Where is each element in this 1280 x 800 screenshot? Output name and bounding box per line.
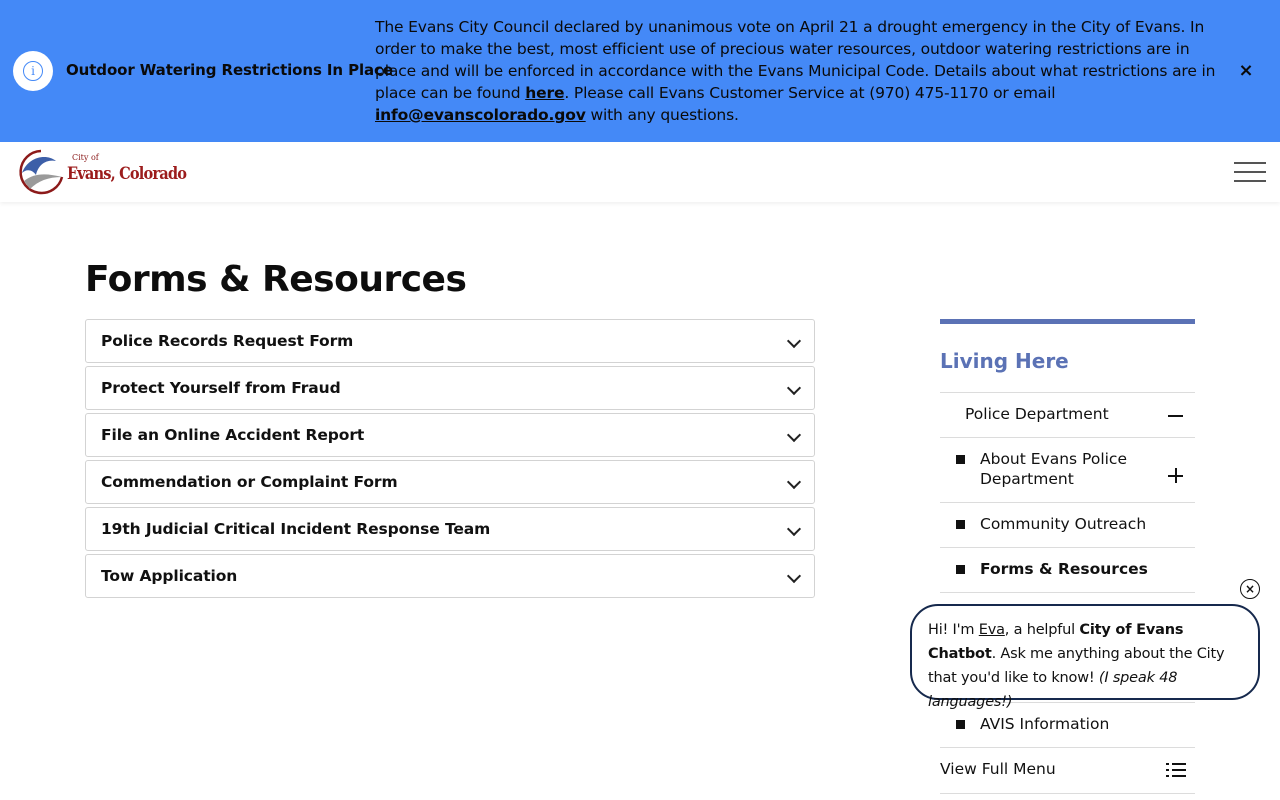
bullet-icon (956, 720, 965, 729)
close-chatbot-button[interactable]: × (1240, 579, 1260, 599)
list-icon (1166, 762, 1186, 778)
accordion-item-commendation[interactable] (85, 460, 815, 504)
alert-message (375, 16, 1225, 126)
sidebar-item-label: Police Department (965, 405, 1109, 423)
sidebar-item-community-outreach[interactable] (940, 503, 1195, 548)
chatbot-title: City of Evans Chatbot (928, 622, 1184, 662)
bullet-icon (956, 565, 965, 574)
chatbot-languages: (I speak 48 languages!) (928, 670, 1178, 710)
section-sidebar (940, 319, 1195, 794)
restrictions-link[interactable]: here (525, 84, 565, 102)
close-alert-button[interactable]: × (1238, 60, 1254, 81)
accordion-label: Commendation or Complaint Form (101, 473, 398, 491)
hamburger-icon[interactable] (1234, 162, 1266, 184)
chatbot-greeting-bubble[interactable] (910, 604, 1260, 710)
accordion-item-tow-application[interactable] (85, 554, 815, 598)
info-icon: i (13, 51, 53, 91)
bullet-icon (956, 455, 965, 464)
chevron-down-icon (787, 522, 801, 536)
page-title: Forms & Resources (85, 259, 467, 300)
sidebar-item-about-police[interactable] (940, 438, 1195, 503)
alert-text: . Please call Evans Customer Service at (970) 475-1170 or email (564, 84, 1056, 102)
alert-title: Outdoor Watering Restrictions In Place (66, 61, 393, 79)
accordion-item-records-request[interactable] (85, 319, 815, 363)
alert-banner (0, 0, 1280, 142)
sidebar-heading[interactable]: Living Here (940, 324, 1195, 393)
view-full-menu-label: View Full Menu (940, 760, 1056, 778)
accordion-item-fraud[interactable] (85, 366, 815, 410)
accordion-item-critical-incident[interactable] (85, 507, 815, 551)
chatbot-text: . Ask me anything about the City that you'd like to know! (928, 646, 1225, 686)
bullet-icon (956, 520, 965, 529)
chevron-down-icon (787, 569, 801, 583)
email-link[interactable]: info@evanscolorado.gov (375, 106, 586, 124)
accordion-label: File an Online Accident Report (101, 426, 365, 444)
site-header (0, 142, 1280, 202)
sidebar-item-label: About Evans Police Department (980, 450, 1127, 488)
accordion-label: 19th Judicial Critical Incident Response Team (101, 520, 491, 538)
chatbot-name: Eva (978, 622, 1005, 638)
forms-accordion (85, 319, 815, 601)
accordion-label: Tow Application (101, 567, 238, 585)
alert-text: with any questions. (585, 106, 739, 124)
sidebar-item-forms-resources[interactable] (940, 548, 1195, 593)
accordion-label: Police Records Request Form (101, 332, 354, 350)
logo-subtitle: City of (72, 153, 99, 162)
sidebar-item-label: Forms & Resources (980, 560, 1148, 578)
city-logo[interactable] (16, 147, 187, 197)
accordion-item-accident-report[interactable] (85, 413, 815, 457)
alert-text: The Evans City Council declared by unanimous vote on April 21 a drought emergency in the City of Evans. In order to make the best, most efficient use of precious water resources, outdoor watering restrictions are in place and will be enforced in accordance with the Evans Municipal Code. Details about what restrictions are in place can be found (375, 18, 1216, 102)
chevron-down-icon (787, 428, 801, 442)
chatbot-text: , a helpful (1004, 622, 1080, 638)
chevron-down-icon (787, 381, 801, 395)
chatbot-greeting: Hi! I'm (928, 622, 979, 638)
sidebar-item-police-department[interactable] (940, 393, 1195, 438)
chevron-down-icon (787, 475, 801, 489)
logo-title: Evans, Colorado (67, 164, 187, 184)
view-full-menu-button[interactable] (940, 748, 1195, 794)
chevron-down-icon (787, 334, 801, 348)
sidebar-item-label: AVIS Information (980, 715, 1110, 733)
expand-icon[interactable] (1168, 468, 1183, 483)
logo-swoosh-icon (16, 147, 66, 197)
accordion-label: Protect Yourself from Fraud (101, 379, 341, 397)
sidebar-item-label: Community Outreach (980, 515, 1147, 533)
collapse-icon[interactable] (1168, 415, 1183, 417)
